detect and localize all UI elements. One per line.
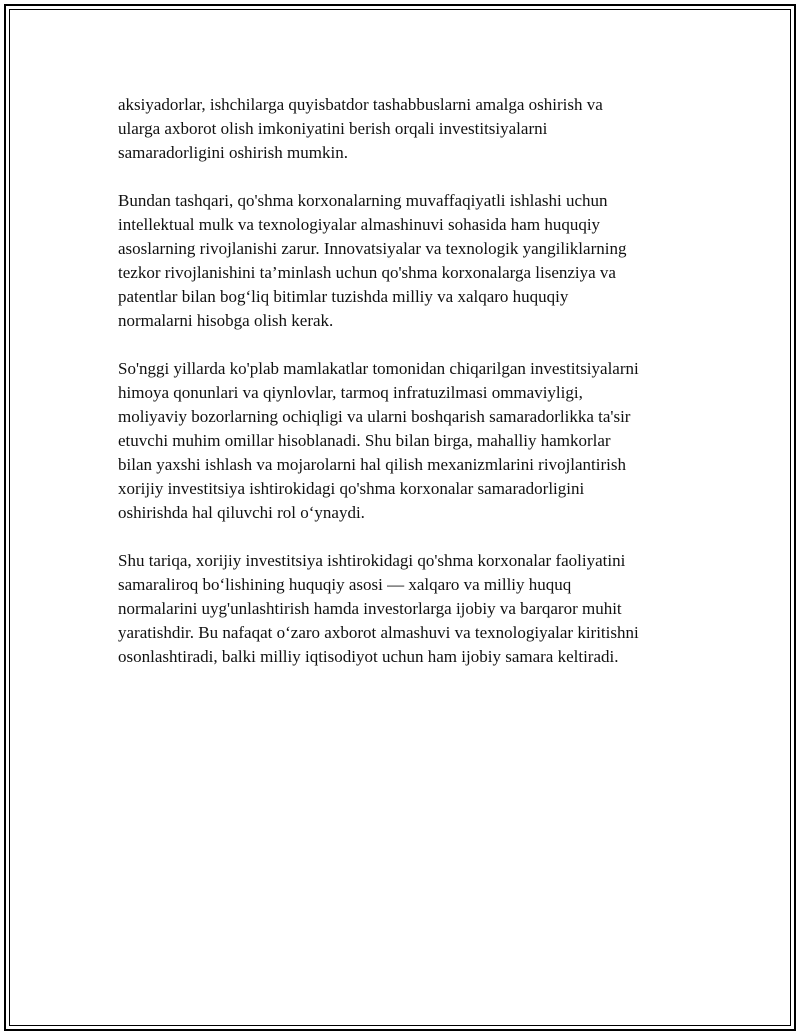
paragraph-4: Shu tariqa, xorijiy investitsiya ishtirokidagi qo'shma korxonalar faoliyatini samaraliroq bo‘lishining huquqiy asosi — xalqaro va milliy huquq normalarini uyg'unlashtirish hamda investorlarga ijobiy va barqaror muhit yaratishdir. Bu nafaqat o‘zaro axborot almashuvi va texnologiyalar kiritishni osonlashtiradi, balki milliy iqtisodiyot uchun ham ijobiy samara keltiradi. xyxy=(118,551,639,666)
document-body xyxy=(118,93,698,693)
paragraph-2: Bundan tashqari, qo'shma korxonalarning muvaffaqiyatli ishlashi uchun intellektual mulk va texnologiyalar almashinuvi sohasida ham huquqiy asoslarning rivojlanishi zarur. Innovatsiyalar va texnologik yangiliklarning tezkor rivojlanishini ta’minlash uchun qo'shma korxonalarga lisenziya va patentlar bilan bog‘liq bitimlar tuzishda milliy va xalqaro huquqiy normalarni hisobga olish kerak. xyxy=(118,191,627,330)
paragraph-1: aksiyadorlar, ishchilarga quyisbatdor tashabbuslarni amalga oshirish va ularga axborot olish imkoniyatini berish orqali investitsiyalarni samaradorligini oshirish mumkin. xyxy=(118,95,603,162)
paragraph-3: So'nggi yillarda ko'plab mamlakatlar tomonidan chiqarilgan investitsiyalarni himoya qonunlari va qiynlovlar, tarmoq infratuzilmasi ommaviyligi, moliyaviy bozorlarning ochiqligi va ularni boshqarish samaradorlikka ta'sir etuvchi muhim omillar hisoblanadi. Shu bilan birga, mahalliy hamkorlar bilan yaxshi ishlash va mojarolarni hal qilish mexanizmlarini rivojlantirish xorijiy investitsiya ishtirokidagi qo'shma korxonalar samaradorligini oshirishda hal qiluvchi rol o‘ynaydi. xyxy=(118,359,639,522)
